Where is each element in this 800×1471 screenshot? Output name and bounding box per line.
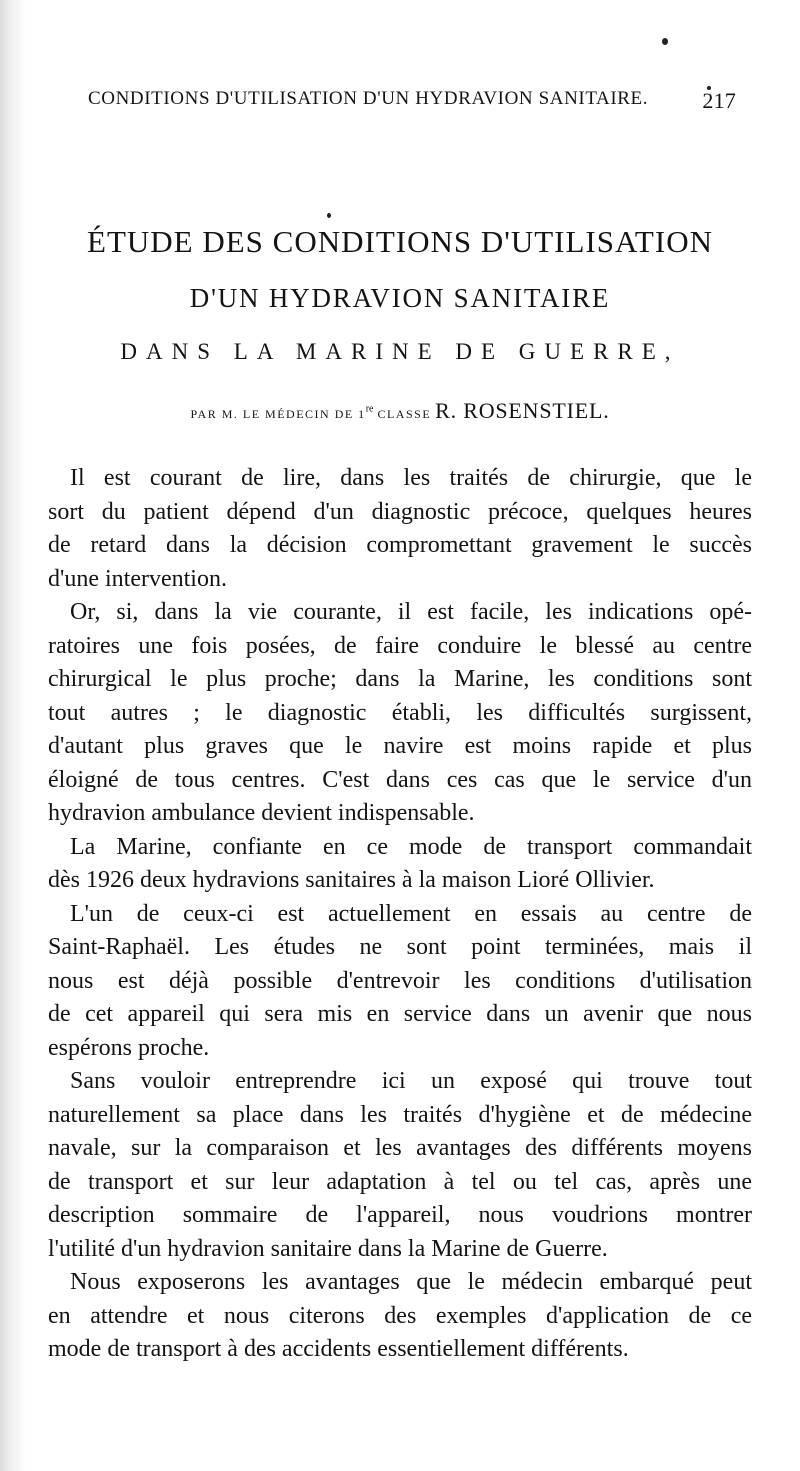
text-line: dès 1926 deux hydravions sanitaires à la maison Lioré Ollivier. (48, 867, 655, 893)
paragraph (48, 462, 752, 596)
running-header (88, 88, 736, 114)
text-line: ratoires une fois posées, de faire conduire le blessé au centre (48, 632, 752, 659)
text-line: Sans vouloir entreprendre ici un exposé qui trouve tout (70, 1068, 752, 1094)
text-line: sort du patient dépend d'un diagnostic précoce, quelques heures (48, 498, 752, 525)
ink-speck (327, 213, 331, 218)
paragraph (48, 831, 752, 898)
article-body (48, 462, 752, 1367)
byline-prefix: PAR M. LE MÉDECIN DE 1 (190, 407, 366, 421)
text-line: éloigné de tous centres. C'est dans ces cas que le service d'un (48, 766, 752, 793)
text-line: Saint-Raphaël. Les études ne sont point terminées, mais il (48, 934, 752, 960)
text-line: de cet appareil qui sera mis en service dans un avenir que nous (48, 1001, 752, 1027)
text-line: espérons proche. (48, 1034, 210, 1061)
text-line: en attendre et nous citerons des exemples d'application de ce (48, 1302, 752, 1329)
text-line: Nous exposerons les avantages que le médecin embarqué peut (70, 1269, 752, 1295)
text-line: nous est déjà possible d'entrevoir les conditions d'utilisation (48, 967, 752, 994)
text-line: mode de transport à des accidents essentiellement différents. (48, 1336, 629, 1362)
paragraph (48, 1065, 752, 1266)
scan-edge-shadow (0, 0, 26, 1471)
article-title-line-2: D'UN HYDRAVION SANITAIRE (189, 283, 611, 313)
paragraph (48, 1266, 752, 1367)
text-line: Il est courant de lire, dans les traités de chirurgie, que le (70, 465, 752, 491)
byline-author: R. ROSENSTIEL. (435, 398, 610, 423)
paragraph (48, 596, 752, 831)
text-line: naturellement sa place dans les traités d'hygiène et de médecine (48, 1101, 752, 1128)
article-title-line-3: DANS LA MARINE DE GUERRE, (120, 339, 680, 364)
text-line: d'une intervention. (48, 565, 227, 592)
text-line: tout autres ; le diagnostic établi, les difficultés surgissent, (48, 699, 752, 726)
paragraph (48, 898, 752, 1066)
text-line: description sommaire de l'appareil, nous voudrions montrer (48, 1202, 752, 1228)
article-title-line-1: ÉTUDE DES CONDITIONS D'UTILISATION (87, 224, 713, 259)
text-line: de retard dans la décision compromettant gravement le succès (48, 532, 752, 558)
byline (0, 398, 800, 424)
byline-superscript: re (365, 403, 374, 415)
text-line: Or, si, dans la vie courante, il est facile, les indications opé- (70, 599, 752, 625)
page-number: 217 (702, 88, 736, 113)
byline-rank: CLASSE (377, 407, 432, 421)
text-line: l'utilité d'un hydravion sanitaire dans la Marine de Guerre. (48, 1235, 608, 1262)
running-title: CONDITIONS D'UTILISATION D'UN HYDRAVION SANITAIRE. (88, 88, 649, 109)
text-line: de transport et sur leur adaptation à tel ou tel cas, après une (48, 1168, 752, 1195)
text-line: La Marine, confiante en ce mode de transport commandait (70, 833, 752, 860)
text-line: hydravion ambulance devient indispensable. (48, 800, 475, 826)
text-line: d'autant plus graves que le navire est moins rapide et plus (48, 733, 752, 759)
text-line: L'un de ceux-ci est actuellement en essais au centre de (70, 900, 752, 927)
ink-speck (662, 38, 668, 45)
text-line: navale, sur la comparaison et les avantages des différents moyens (48, 1135, 752, 1161)
text-line: chirurgical le plus proche; dans la Marine, les conditions sont (48, 666, 752, 692)
